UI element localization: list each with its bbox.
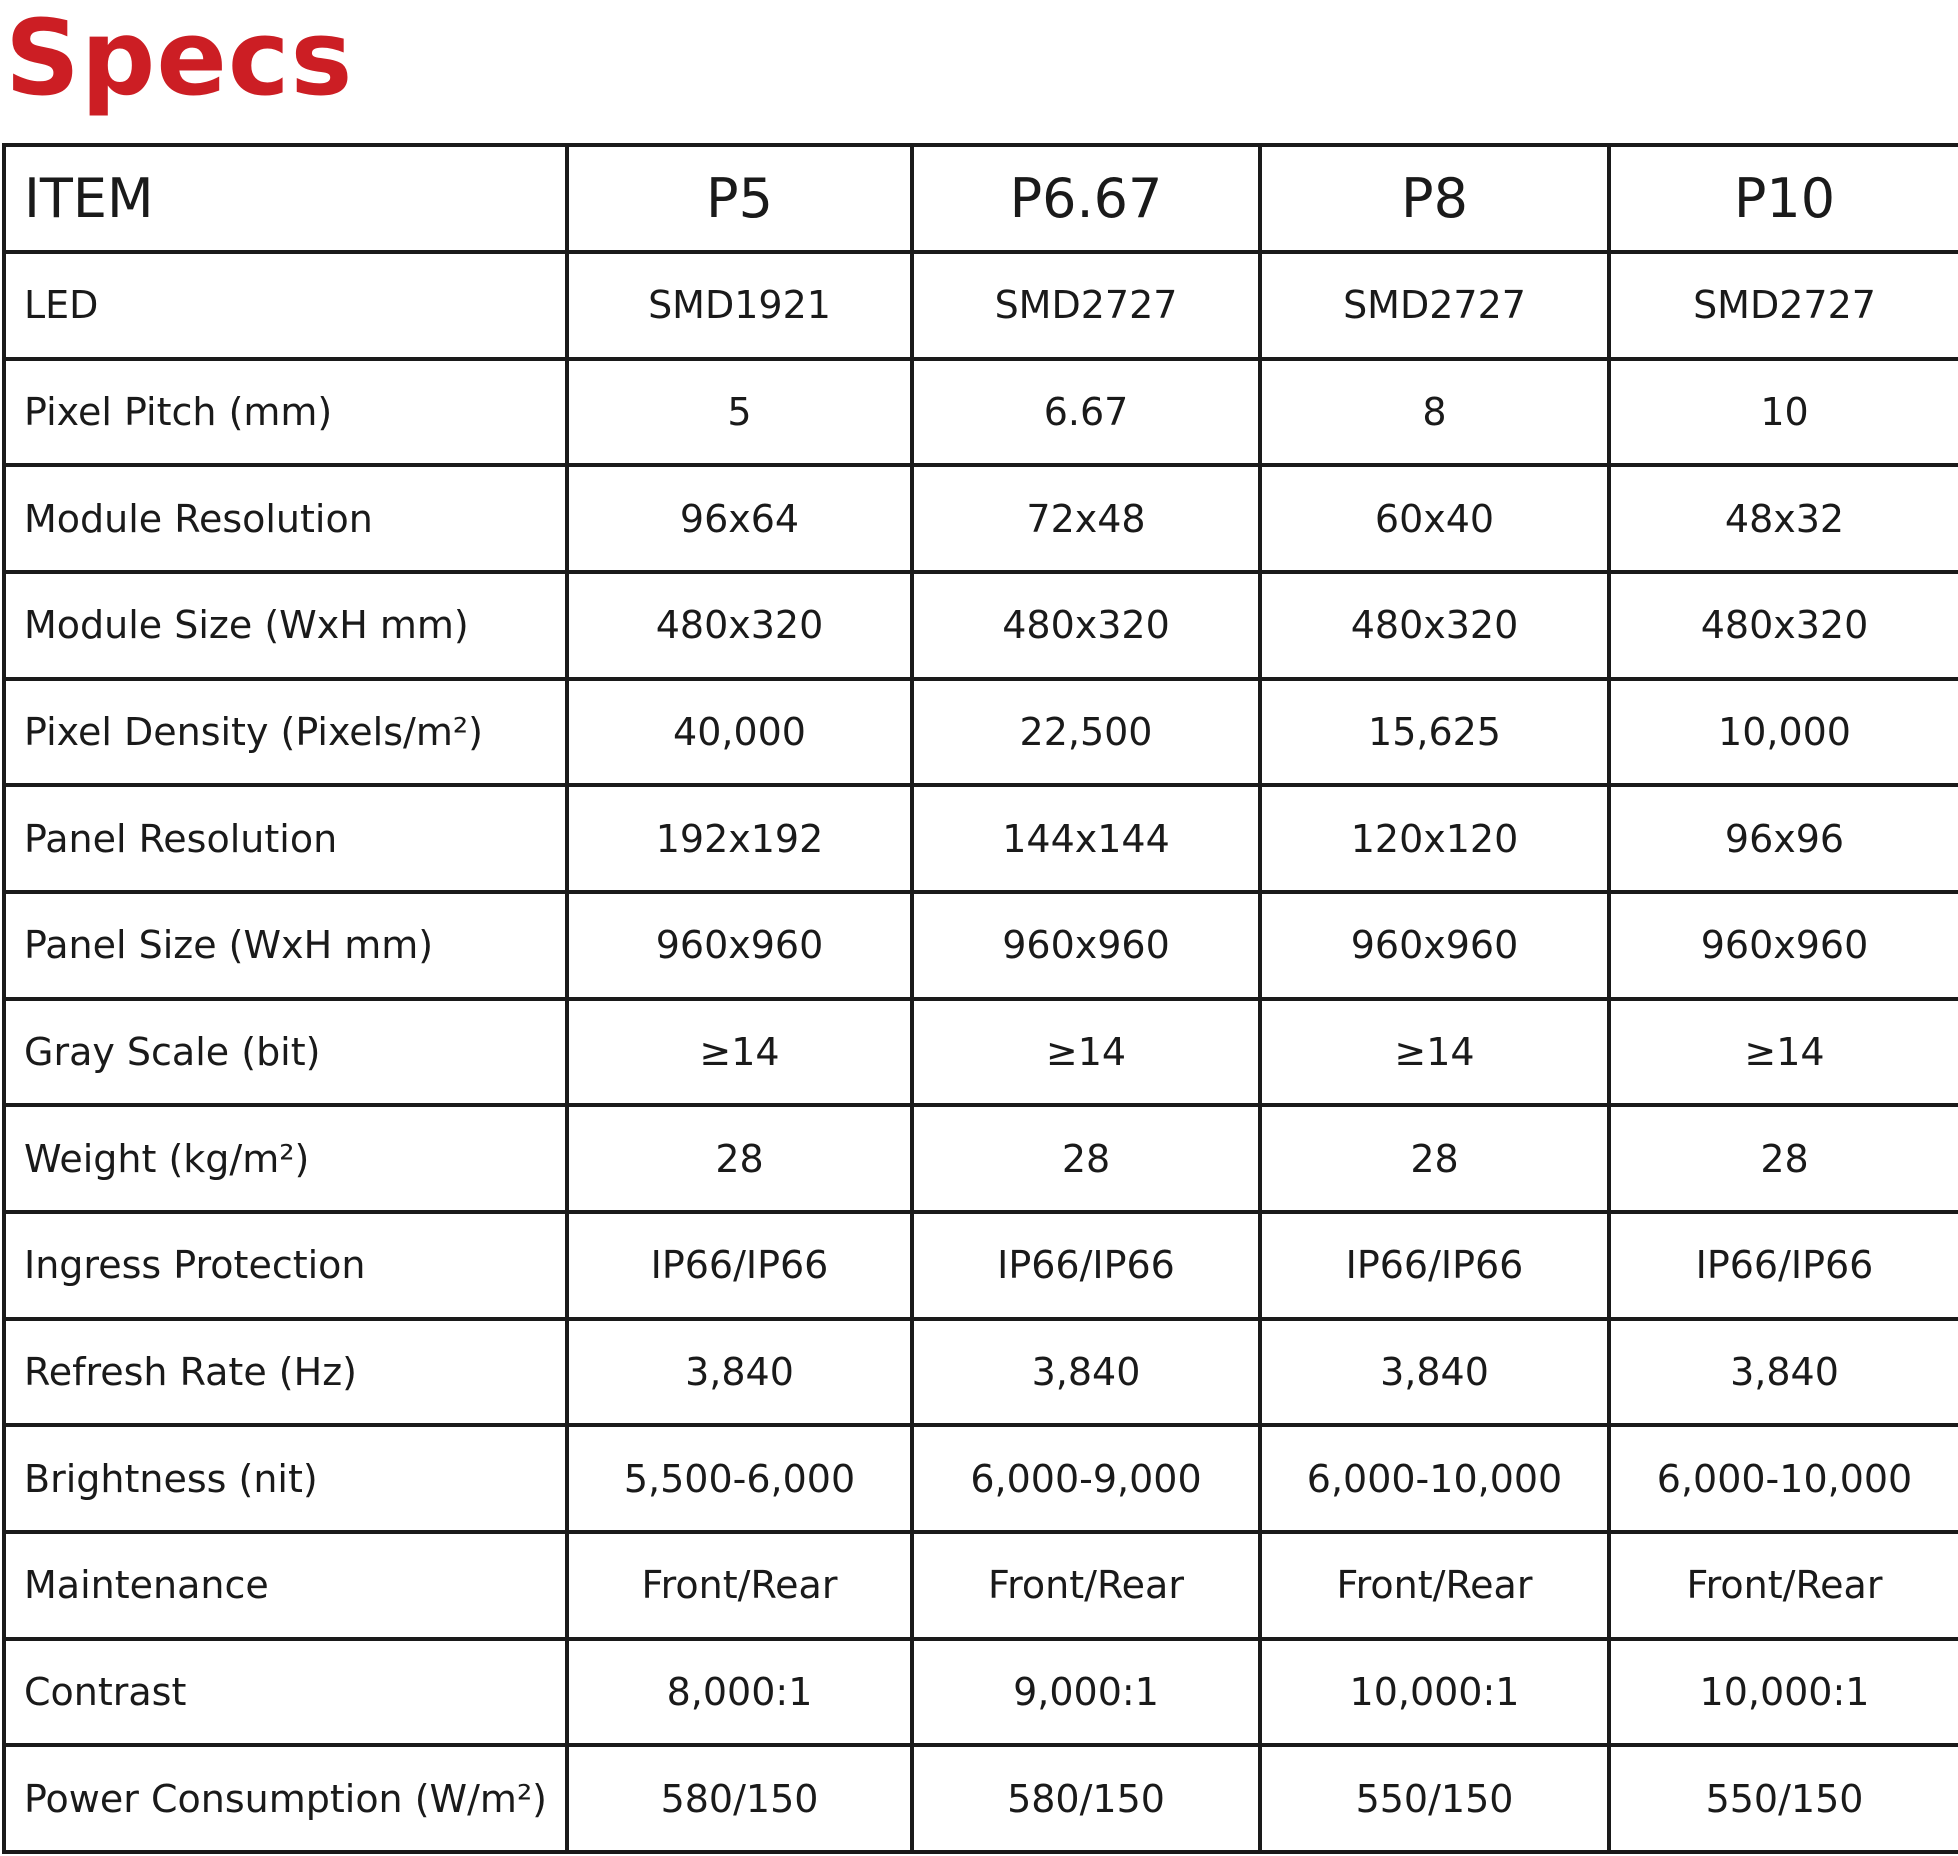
table-cell: 3,840 bbox=[912, 1319, 1260, 1426]
table-row bbox=[4, 465, 1958, 572]
table-cell: 5,500-6,000 bbox=[567, 1425, 912, 1532]
column-header-p8: P8 bbox=[1260, 145, 1609, 252]
table-cell: 192x192 bbox=[567, 785, 912, 892]
table-cell: SMD1921 bbox=[567, 252, 912, 359]
table-cell: IP66/IP66 bbox=[912, 1212, 1260, 1319]
table-cell: 6,000-10,000 bbox=[1609, 1425, 1958, 1532]
table-row bbox=[4, 1532, 1958, 1639]
table-cell: 15,625 bbox=[1260, 679, 1609, 786]
table-cell: 48x32 bbox=[1609, 465, 1958, 572]
table-row bbox=[4, 1319, 1958, 1426]
table-cell: 3,840 bbox=[567, 1319, 912, 1426]
row-label: Pixel Density (Pixels/m²) bbox=[4, 679, 567, 786]
column-header-item: ITEM bbox=[4, 145, 567, 252]
table-row bbox=[4, 572, 1958, 679]
table-cell: Front/Rear bbox=[912, 1532, 1260, 1639]
table-cell: 580/150 bbox=[567, 1745, 912, 1852]
table-cell: 6,000-9,000 bbox=[912, 1425, 1260, 1532]
table-cell: 9,000:1 bbox=[912, 1639, 1260, 1746]
table-cell: 96x96 bbox=[1609, 785, 1958, 892]
row-label: Brightness (nit) bbox=[4, 1425, 567, 1532]
table-cell: 960x960 bbox=[567, 892, 912, 999]
row-label: Panel Size (WxH mm) bbox=[4, 892, 567, 999]
table-row bbox=[4, 1639, 1958, 1746]
table-row bbox=[4, 1212, 1958, 1319]
table-cell: 550/150 bbox=[1260, 1745, 1609, 1852]
table-cell: 96x64 bbox=[567, 465, 912, 572]
row-label: Panel Resolution bbox=[4, 785, 567, 892]
table-row bbox=[4, 359, 1958, 466]
table-cell: 28 bbox=[1609, 1105, 1958, 1212]
table-cell: 72x48 bbox=[912, 465, 1260, 572]
table-cell: 550/150 bbox=[1609, 1745, 1958, 1852]
table-cell: Front/Rear bbox=[1260, 1532, 1609, 1639]
row-label: LED bbox=[4, 252, 567, 359]
table-cell: 40,000 bbox=[567, 679, 912, 786]
table-cell: 10,000:1 bbox=[1609, 1639, 1958, 1746]
table-cell: 480x320 bbox=[1260, 572, 1609, 679]
table-cell: Front/Rear bbox=[567, 1532, 912, 1639]
table-cell: ≥14 bbox=[1260, 999, 1609, 1106]
table-cell: 3,840 bbox=[1260, 1319, 1609, 1426]
table-cell: 22,500 bbox=[912, 679, 1260, 786]
table-row bbox=[4, 1425, 1958, 1532]
table-cell: 28 bbox=[1260, 1105, 1609, 1212]
table-cell: ≥14 bbox=[912, 999, 1260, 1106]
table-cell: 8,000:1 bbox=[567, 1639, 912, 1746]
table-cell: 60x40 bbox=[1260, 465, 1609, 572]
table-cell: 28 bbox=[912, 1105, 1260, 1212]
table-cell: IP66/IP66 bbox=[567, 1212, 912, 1319]
table-cell: 28 bbox=[567, 1105, 912, 1212]
row-label: Gray Scale (bit) bbox=[4, 999, 567, 1106]
table-cell: 120x120 bbox=[1260, 785, 1609, 892]
table-cell: 960x960 bbox=[912, 892, 1260, 999]
page-title: Specs bbox=[5, 0, 354, 119]
table-cell: 10 bbox=[1609, 359, 1958, 466]
table-cell: 5 bbox=[567, 359, 912, 466]
table-cell: Front/Rear bbox=[1609, 1532, 1958, 1639]
table-row bbox=[4, 999, 1958, 1106]
table-body bbox=[4, 252, 1958, 1852]
table-cell: 6.67 bbox=[912, 359, 1260, 466]
table-cell: SMD2727 bbox=[1260, 252, 1609, 359]
table-row bbox=[4, 252, 1958, 359]
table-cell: 6,000-10,000 bbox=[1260, 1425, 1609, 1532]
table-cell: 3,840 bbox=[1609, 1319, 1958, 1426]
specs-table bbox=[2, 143, 1958, 1854]
table-row bbox=[4, 892, 1958, 999]
table-cell: 10,000 bbox=[1609, 679, 1958, 786]
table-cell: 480x320 bbox=[1609, 572, 1958, 679]
table-cell: 10,000:1 bbox=[1260, 1639, 1609, 1746]
table-cell: 580/150 bbox=[912, 1745, 1260, 1852]
table-row bbox=[4, 1745, 1958, 1852]
table-cell: 960x960 bbox=[1260, 892, 1609, 999]
table-cell: SMD2727 bbox=[912, 252, 1260, 359]
row-label: Module Resolution bbox=[4, 465, 567, 572]
column-header-p10: P10 bbox=[1609, 145, 1958, 252]
table-cell: ≥14 bbox=[567, 999, 912, 1106]
table-row bbox=[4, 679, 1958, 786]
row-label: Pixel Pitch (mm) bbox=[4, 359, 567, 466]
table-cell: 144x144 bbox=[912, 785, 1260, 892]
table-cell: IP66/IP66 bbox=[1609, 1212, 1958, 1319]
column-header-p5: P5 bbox=[567, 145, 912, 252]
row-label: Maintenance bbox=[4, 1532, 567, 1639]
row-label: Weight (kg/m²) bbox=[4, 1105, 567, 1212]
table-cell: 480x320 bbox=[912, 572, 1260, 679]
table-cell: 480x320 bbox=[567, 572, 912, 679]
table-row bbox=[4, 785, 1958, 892]
row-label: Contrast bbox=[4, 1639, 567, 1746]
row-label: Module Size (WxH mm) bbox=[4, 572, 567, 679]
row-label: Power Consumption (W/m²) bbox=[4, 1745, 567, 1852]
row-label: Ingress Protection bbox=[4, 1212, 567, 1319]
table-cell: ≥14 bbox=[1609, 999, 1958, 1106]
table-row bbox=[4, 1105, 1958, 1212]
table-header-row bbox=[4, 145, 1958, 252]
table-cell: SMD2727 bbox=[1609, 252, 1958, 359]
table-cell: 8 bbox=[1260, 359, 1609, 466]
column-header-p6-67: P6.67 bbox=[912, 145, 1260, 252]
table-cell: IP66/IP66 bbox=[1260, 1212, 1609, 1319]
table-cell: 960x960 bbox=[1609, 892, 1958, 999]
row-label: Refresh Rate (Hz) bbox=[4, 1319, 567, 1426]
